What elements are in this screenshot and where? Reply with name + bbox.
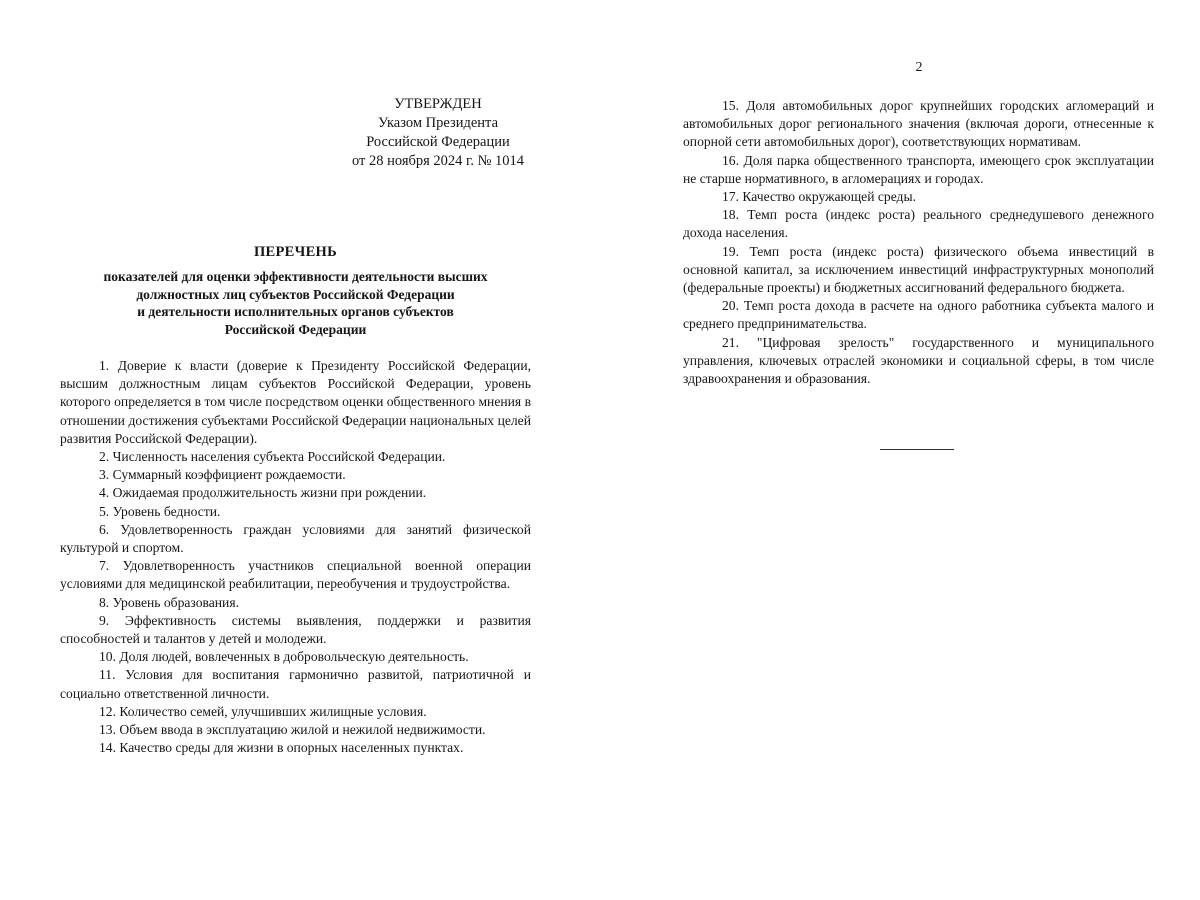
list-item: 12. Количество семей, улучшивших жилищные условия. <box>99 703 427 719</box>
list-item: 18. Темп роста (индекс роста) реального среднедушевого денежного дохода населения. <box>683 207 1154 241</box>
indicator-list-continued <box>683 97 1154 388</box>
list-item: 6. Удовлетворенность граждан условиями для занятий физической культурой и спортом. <box>60 521 531 556</box>
list-item: 16. Доля парка общественного транспорта, имеющего срок эксплуатации не старше нормативного, в агломерациях и городах. <box>683 152 1154 186</box>
page-number: 2 <box>915 60 923 75</box>
document-title: ПЕРЕЧЕНЬ <box>253 244 338 260</box>
end-of-document-rule <box>880 449 954 450</box>
subtitle-line: Российской Федерации <box>224 321 367 337</box>
list-item: 7. Удовлетворенность участников специальной военной операции условиями для медицинской реабилитации, переобучения и трудоустройства. <box>60 558 531 592</box>
list-item: 3. Суммарный коэффициент рождаемости. <box>99 467 346 483</box>
list-item: 11. Условия для воспитания гармонично развитой, патриотичной и социально ответственной личности. <box>60 667 531 701</box>
list-item: 9. Эффективность системы выявления, поддержки и развития способностей и талантов у детей и молодежи. <box>60 612 531 647</box>
approval-stamp <box>343 95 533 171</box>
subtitle-line: должностных лиц субъектов Российской Федерации <box>136 286 455 302</box>
list-item: 8. Уровень образования. <box>99 594 239 610</box>
list-item: 17. Качество окружающей среды. <box>722 189 916 205</box>
subtitle-line: показателей для оценки эффективности деятельности высших <box>103 269 488 284</box>
approval-line: Указом Президента <box>377 115 498 131</box>
list-item: 21. "Цифровая зрелость" государственного и муниципального управления, ключевых отраслей экономики и социальной сферы, в том числе здравоохранения и образования. <box>683 334 1154 387</box>
list-item: 19. Темп роста (индекс роста) физического объема инвестиций в основной капитал, за исключением инвестиций инфраструктурных монополий (федеральные проекты) и бюджетных ассигнований федерального бюджета. <box>683 243 1154 296</box>
subtitle-line: и деятельности исполнительных органов субъектов <box>137 304 454 319</box>
approval-line: Российской Федерации <box>366 134 510 150</box>
list-item: 20. Темп роста дохода в расчете на одного работника субъекта малого и среднего предпринимательства. <box>683 298 1154 332</box>
list-item: 14. Качество среды для жизни в опорных населенных пунктах. <box>99 740 464 756</box>
list-item: 4. Ожидаемая продолжительность жизни при рождении. <box>99 485 427 501</box>
list-item: 15. Доля автомобильных дорог крупнейших городских агломераций и автомобильных дорог регионального значения (включая дороги, отнесенные к опорной сети автомобильных дорог), соответствующих нормативам. <box>683 98 1154 150</box>
list-item: 5. Уровень бедности. <box>99 503 221 519</box>
document-subtitle <box>60 268 531 338</box>
approval-date: от 28 ноября 2024 г. № 1014 <box>351 153 525 169</box>
approval-line: УТВЕРЖДЕН <box>394 96 482 112</box>
list-item: 10. Доля людей, вовлеченных в добровольческую деятельность. <box>99 649 469 665</box>
list-item: 2. Численность населения субъекта Российской Федерации. <box>99 449 446 465</box>
indicator-list <box>60 357 531 757</box>
list-item: 1. Доверие к власти (доверие к Президенту Российской Федерации, высшим должностным лицам субъектов Российской Федерации, уровень которого определяется в том числе посредством оценки общественного мнения в отношении достижения субъектами Российской Федерации национальных целей развития Российской Федерации). <box>60 358 531 446</box>
list-item: 13. Объем ввода в эксплуатацию жилой и нежилой недвижимости. <box>99 722 486 738</box>
